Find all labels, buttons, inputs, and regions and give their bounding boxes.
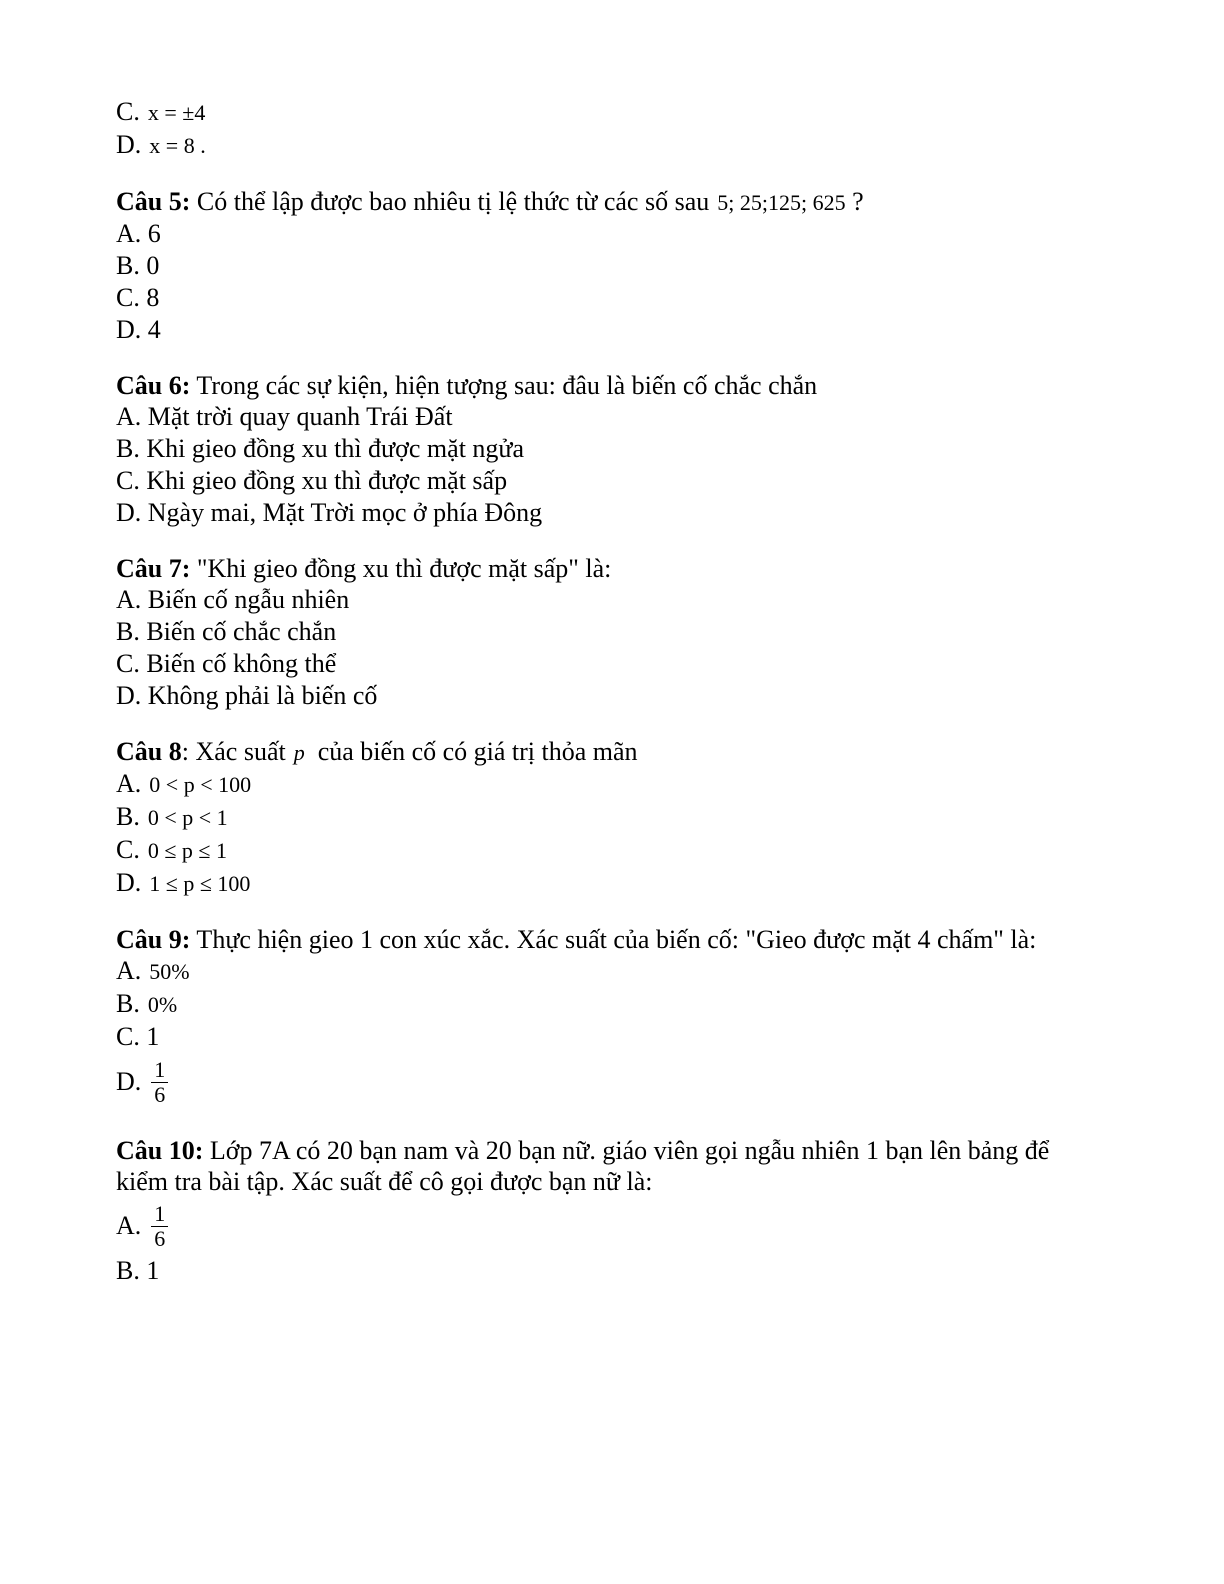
option-b: B. Biến cố chắc chắn [116, 617, 337, 646]
fraction [151, 1058, 168, 1107]
option-c: C. Khi gieo đồng xu thì được mặt sấp [116, 466, 508, 495]
question-label: Câu 9: [116, 925, 191, 954]
option-d: D. 4 [116, 315, 161, 344]
option-b: B. Khi gieo đồng xu thì được mặt ngửa [116, 434, 525, 463]
math-expression: 1 ≤ p ≤ 100 [149, 871, 251, 896]
option-d: D. 1 ≤ p ≤ 100 [116, 868, 251, 897]
option-b: B. 0 [116, 251, 160, 280]
option-b: B. 1 [116, 1256, 160, 1285]
option-a: A. $\frac{1}{6}$ [116, 1197, 1106, 1255]
fraction [151, 1202, 168, 1251]
question-text: Câu 7: "Khi gieo đồng xu thì được mặt sấp" là: [116, 554, 612, 583]
math-expression: x = ±4 [147, 100, 206, 125]
option-c: C. 1 [116, 1022, 160, 1051]
question-label: Câu 10: [116, 1136, 204, 1165]
option-a: A. 0 < p < 100 [116, 769, 252, 798]
question-text: Câu 10: Lớp 7A có 20 bạn nam và 20 bạn nữ. giáo viên gọi ngẫu nhiên 1 bạn lên bảng để kiểm tra bài tập. Xác suất để cô gọi được bạn nữ là: [116, 1136, 1050, 1196]
option-a: A. 50% [116, 956, 190, 985]
question-6 [116, 370, 1106, 529]
math-expression: 50% [149, 959, 190, 984]
option-a: A. 6 [116, 219, 161, 248]
question-text: Câu 5: Có thể lập được bao nhiêu tị lệ thức từ các số sau 5; 25;125; 625 ? [116, 187, 864, 216]
document-page [116, 96, 1106, 1287]
option-c: C. Biến cố không thể [116, 649, 337, 678]
question-7 [116, 553, 1106, 712]
question-5 [116, 186, 1106, 346]
question-text: Câu 6: Trong các sự kiện, hiện tượng sau: đâu là biến cố chắc chắn [116, 371, 818, 400]
math-expression: x = 8 . [149, 133, 206, 158]
option-d: D. Ngày mai, Mặt Trời mọc ở phía Đông [116, 498, 543, 527]
math-expression: 0% [147, 992, 178, 1017]
denominator: 6 [154, 1081, 166, 1107]
question-label: Câu 6: [116, 371, 191, 400]
math-expression: 5; 25;125; 625 [717, 190, 846, 215]
option-a: A. Biến cố ngẫu nhiên [116, 585, 350, 614]
option-b: B. 0% [116, 989, 178, 1018]
denominator: 6 [154, 1225, 166, 1251]
option-a: A. Mặt trời quay quanh Trái Đất [116, 402, 453, 431]
math-expression: 0 < p < 1 [147, 805, 228, 830]
option-c: C. 8 [116, 283, 160, 312]
question-4-tail [116, 96, 1106, 162]
math-expression: 0 < p < 100 [149, 772, 252, 797]
numerator: 1 [151, 1202, 168, 1227]
option-c: C. 0 ≤ p ≤ 1 [116, 835, 227, 864]
question-text: Câu 9: Thực hiện gieo 1 con xúc xắc. Xác suất của biến cố: "Gieo được mặt 4 chấm" là: [116, 925, 1037, 954]
question-label: Câu 7: [116, 554, 191, 583]
option-c: C. x = ±4 [116, 97, 206, 126]
option-d: D. Không phải là biến cố [116, 681, 378, 710]
question-10 [116, 1135, 1106, 1287]
option-b: B. 0 < p < 1 [116, 802, 228, 831]
question-text: Câu 8: Xác suất p của biến cố có giá trị thỏa mãn [116, 737, 638, 766]
question-label: Câu 5: [116, 187, 191, 216]
math-expression: 0 ≤ p ≤ 1 [147, 838, 227, 863]
numerator: 1 [151, 1058, 168, 1083]
question-label: Câu 8 [116, 737, 182, 766]
option-d: D. $\frac{1}{6}$ [116, 1053, 1106, 1111]
question-9 [116, 924, 1106, 1111]
question-8 [116, 736, 1106, 900]
option-d: D. x = 8 . [116, 130, 206, 159]
math-variable: p [293, 740, 305, 765]
